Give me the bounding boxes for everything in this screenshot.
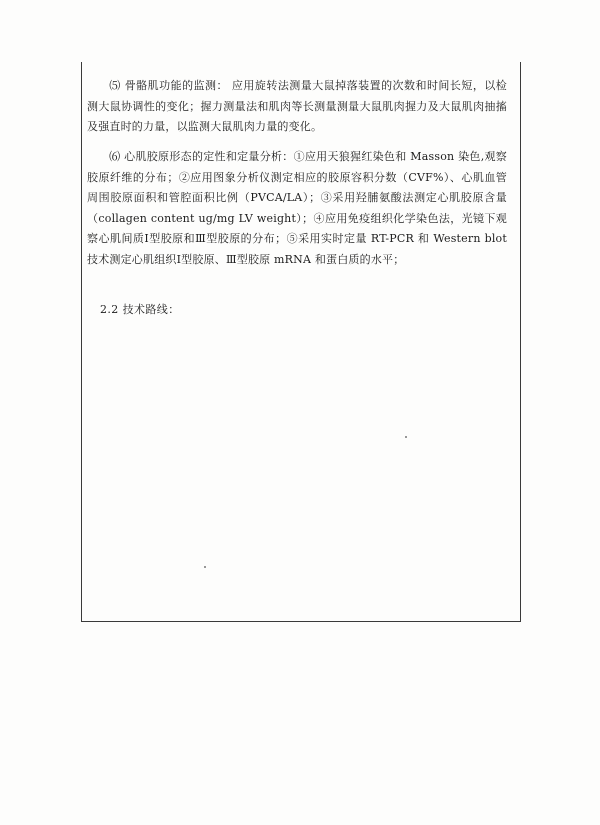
section-heading-technical-route: 2.2 技术路线： — [100, 303, 180, 316]
paragraph-2-text: ⑹ 心肌胶原形态的定性和定量分析：①应用天狼猩红染色和 Masson 染色,观察胶原纤维的分布；②应用图象分析仪测定相应的胶原容积分数（CVF%）、心肌血管周围胶原面积和管腔面积比例（PVCA/LA）；③采用羟脯氨酸法测定心肌胶原含量（collagen content ug/mg LV weight）；④应用免疫组织化学染色法，光镜下观察心肌间质Ⅰ型胶原和Ⅲ型胶原的分布；⑤采用实时定量 RT-PCR 和 Western blot 技术测定心肌组织Ⅰ型胶原、Ⅲ型胶原 mRNA 和蛋白质的水平； — [87, 150, 507, 266]
paragraph-skeletal-muscle-monitoring — [87, 76, 507, 138]
paragraph-1-text: ⑸ 骨骼肌功能的监测： 应用旋转法测量大鼠掉落装置的次数和时间长短，以检测大鼠协调性的变化；握力测量法和肌肉等长测量测量大鼠肌肉握力及大鼠肌肉抽搐及强直时的力量，以监测大鼠肌肉力量的变化。 — [87, 79, 507, 133]
scan-speck — [405, 436, 407, 438]
scan-speck — [204, 566, 206, 568]
paragraph-collagen-analysis — [87, 147, 507, 270]
table-frame — [81, 62, 521, 622]
